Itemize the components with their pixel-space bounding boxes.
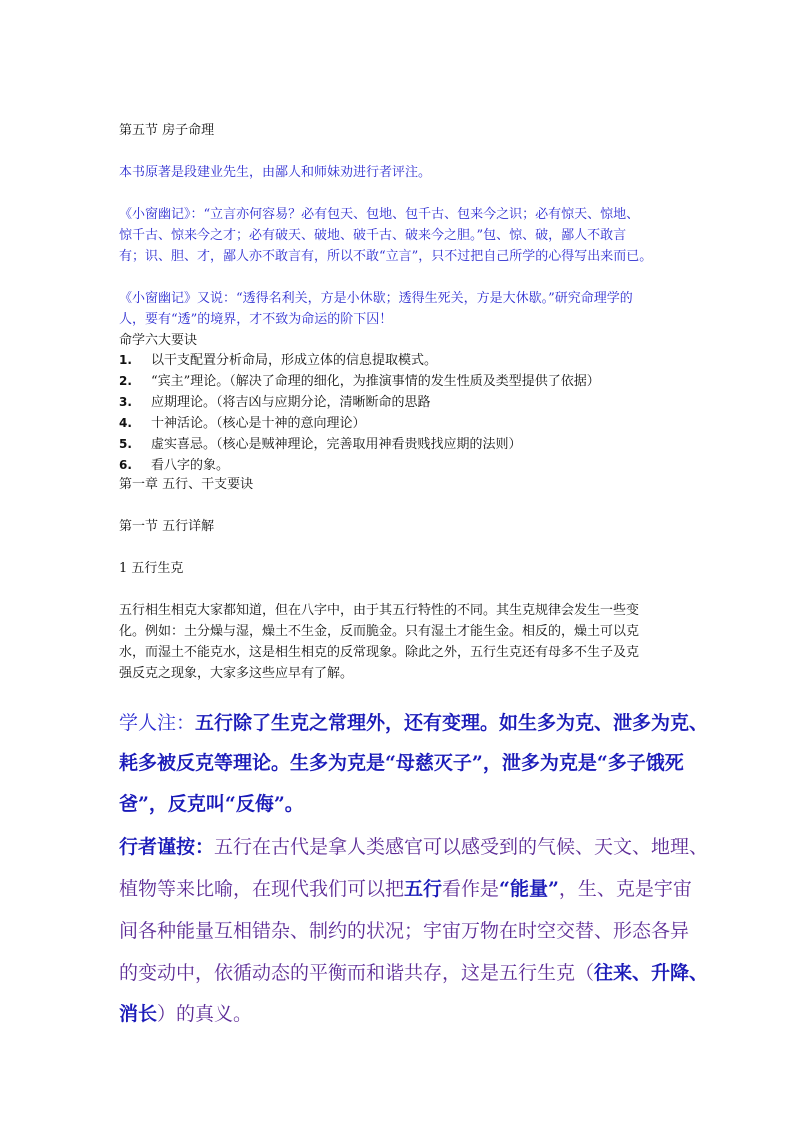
- note-line: 耗多被反克等理论。生多为克是“母慈灭子”，泄多为克是“多子饿死: [119, 752, 684, 774]
- rules-title: 命学六大要诀: [119, 333, 198, 348]
- section-title: 第五节 房子命理: [119, 123, 215, 138]
- rule-text: 虚实喜忌。（核心是贼神理论，完善取用神看贵贱找应期的法则）: [151, 437, 522, 452]
- comment-text: 看作是: [442, 878, 500, 900]
- comment-text: 的变动中，依循动态的平衡而和谐共存，这是五行生克（: [119, 962, 595, 984]
- rule-number: 2.: [119, 374, 132, 388]
- rule-item: [119, 391, 431, 410]
- comment-text: 五行在古代是拿人类感官可以感受到的气候、天文、地理、: [214, 836, 709, 858]
- quote2-line: 人，要有“透”的境界，才不致为命运的阶下囚！: [119, 312, 393, 327]
- body-line: 强反克之现象，大家多这些应早有了解。: [119, 666, 354, 681]
- rule-text: 以干支配置分析命局，形成立体的信息提取模式。: [151, 353, 438, 368]
- comment-text: 植物等来比喻，在现代我们可以把: [119, 878, 405, 900]
- comment-emphasis: 往来、升降、: [594, 962, 709, 984]
- sub-heading: 1 五行生克: [119, 561, 184, 576]
- comment-lead: 行者谨按：: [119, 836, 215, 858]
- comment-emphasis: “能量”: [499, 878, 559, 900]
- note-line: 爸”，反克叫“反侮”。: [119, 793, 304, 815]
- comment-text: ）的真义。: [157, 1003, 253, 1025]
- rule-item: [119, 412, 366, 431]
- body-line: 水，而湿土不能克水，这是相生相克的反常现象。除此之外，五行生克还有母多不生子及克: [119, 645, 640, 660]
- intro-paragraph: 本书原著是段建业先生，由鄙人和师妹劝进行者评注。: [119, 165, 432, 180]
- chapter-title: 第一章 五行、干支要诀: [119, 477, 254, 492]
- subsection-title: 第一节 五行详解: [119, 519, 215, 534]
- rule-item: [119, 433, 522, 452]
- note-line: [119, 708, 708, 735]
- quote1-line: 惊千古、惊来今之才；必有破天、破地、破千古、破来今之胆。”包、惊、破，鄙人不敢言: [119, 228, 627, 243]
- rule-number: 6.: [119, 458, 132, 472]
- comment-line: [119, 999, 252, 1026]
- rule-text: 应期理论。（将吉凶与应期分论，清晰断命的思路: [151, 395, 431, 410]
- comment-emphasis: 消长: [119, 1003, 158, 1025]
- body-line: 五行相生相克大家都知道，但在八字中，由于其五行特性的不同。其生克规律会发生一些变: [119, 603, 640, 618]
- comment-line: 间各种能量互相错杂、制约的状况；宇宙万物在时空交替、形态各异: [119, 920, 690, 942]
- note-lead: 学人注：: [119, 712, 196, 734]
- rule-text: “宾主”理论。（解决了命理的细化，为推演事情的发生性质及类型提供了依据）: [151, 374, 600, 389]
- rule-item: [119, 454, 229, 473]
- quote1-line: 《小窗幽记》：“立言亦何容易？必有包天、包地、包千古、包来今之识；必有惊天、惊地、: [119, 207, 640, 222]
- rule-number: 4.: [119, 416, 132, 430]
- rule-item: [119, 370, 600, 389]
- rule-text: 十神活论。（核心是十神的意向理论）: [151, 416, 366, 431]
- rule-item: [119, 349, 437, 368]
- rule-number: 3.: [119, 395, 132, 409]
- rule-text: 看八字的象。: [151, 458, 230, 473]
- body-line: 化。例如：土分燥与湿，燥土不生金，反而脆金。只有湿土才能生金。相反的，燥土可以克: [119, 624, 640, 639]
- quote1-line: 有；识、胆、才，鄙人亦不敢言有，所以不敢“立言”，只不过把自己所学的心得写出来而已。: [119, 249, 653, 264]
- note-text: 五行除了生克之常理外，还有变理。如生多为克、泄多为克、: [195, 712, 709, 734]
- rule-number: 5.: [119, 437, 132, 451]
- comment-emphasis: 五行: [404, 878, 443, 900]
- comment-line: [119, 832, 708, 859]
- comment-line: [119, 874, 692, 901]
- comment-line: [119, 958, 708, 985]
- rule-number: 1.: [119, 353, 132, 367]
- quote2-line: 《小窗幽记》又说：“透得名利关，方是小休歇；透得生死关，方是大休歇。”研究命理学的: [119, 291, 633, 306]
- comment-text: ，生、克是宇宙: [558, 878, 692, 900]
